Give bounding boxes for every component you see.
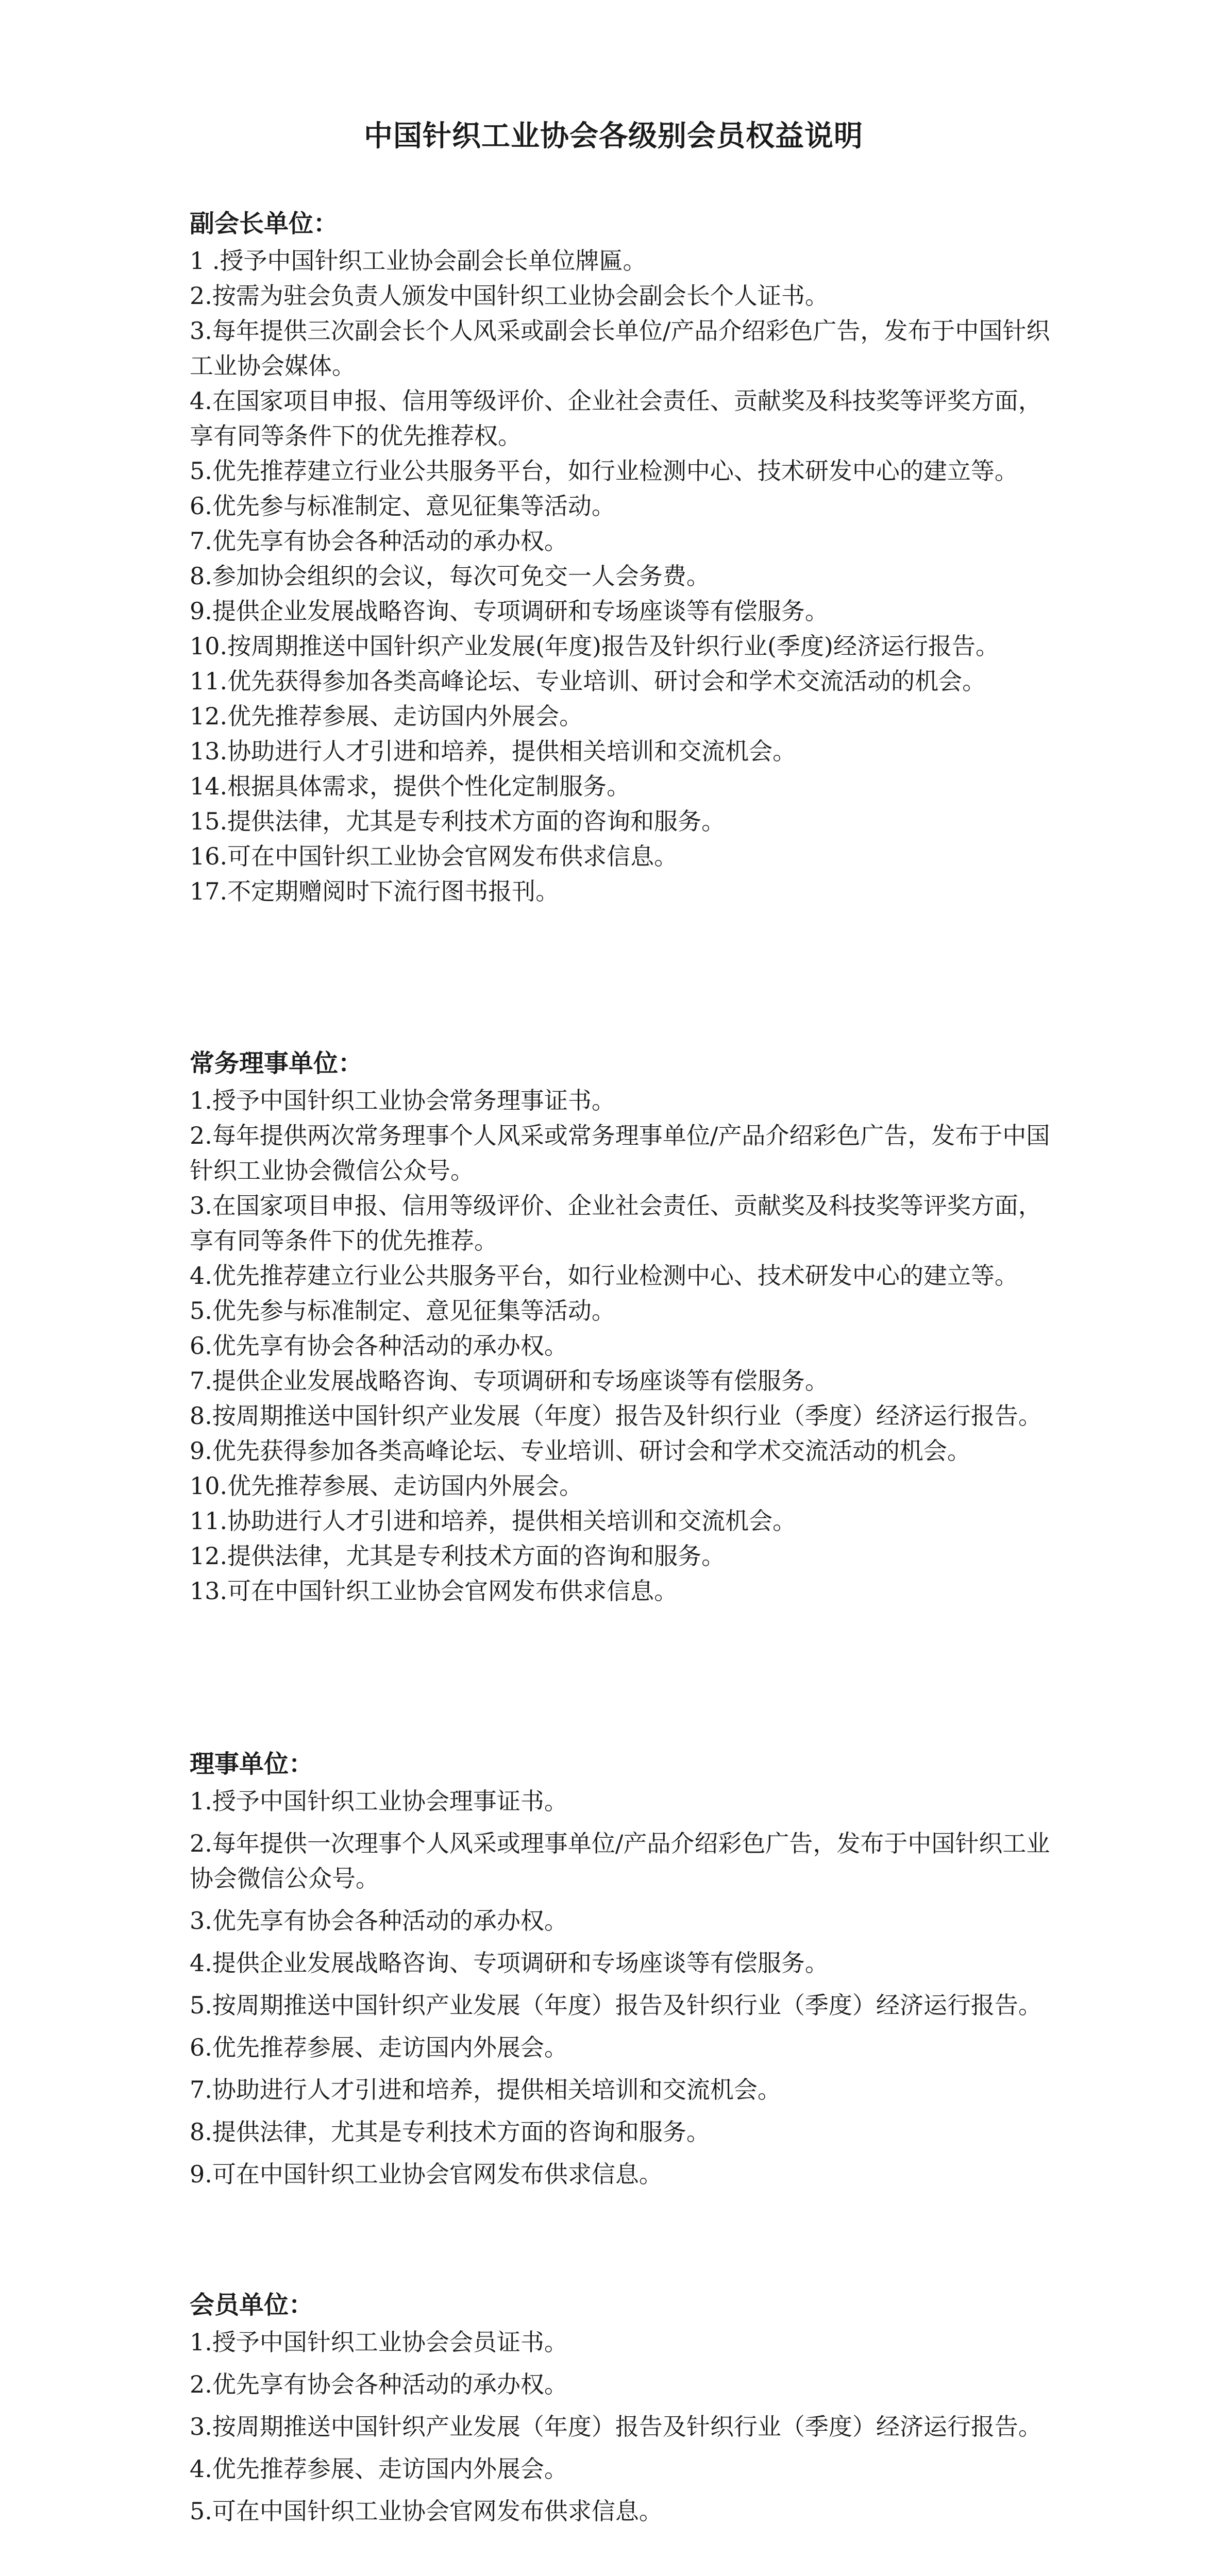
list-item: 5.可在中国针织工业协会官网发布供求信息。 xyxy=(190,2497,663,2525)
section-vice-president xyxy=(190,206,1055,909)
section-heading: 理事单位： xyxy=(190,1750,314,1778)
section-heading: 会员单位： xyxy=(190,2291,314,2319)
list-item: 6.优先推荐参展、走访国内外展会。 xyxy=(190,2033,568,2061)
list-item: 1.授予中国针织工业协会常务理事证书。 xyxy=(190,1087,615,1114)
list-item: 11.协助进行人才引进和培养，提供相关培训和交流机会。 xyxy=(190,1507,797,1535)
list-item: 4.提供企业发展战略咨询、专项调研和专场座谈等有偿服务。 xyxy=(190,1949,829,1977)
list-item: 9.优先获得参加各类高峰论坛、专业培训、研讨会和学术交流活动的机会。 xyxy=(190,1437,971,1465)
list-item: 1.授予中国针织工业协会理事证书。 xyxy=(190,1787,568,1815)
list-item: 4.在国家项目申报、信用等级评价、企业社会责任、贡献奖及科技奖等评奖方面，享有同等条件下的优先推荐权。 xyxy=(190,387,1042,450)
section-heading: 常务理事单位： xyxy=(190,1049,363,1078)
list-item: 3.每年提供三次副会长个人风采或副会长单位/产品介绍彩色广告，发布于中国针织工业协会媒体。 xyxy=(190,317,1050,380)
list-item: 7.提供企业发展战略咨询、专项调研和专场座谈等有偿服务。 xyxy=(190,1367,829,1395)
list-item: 2.每年提供两次常务理事个人风采或常务理事单位/产品介绍彩色广告，发布于中国针织工业协会微信公众号。 xyxy=(190,1122,1050,1184)
section-director xyxy=(190,1747,1055,2199)
list-item: 14.根据具体需求，提供个性化定制服务。 xyxy=(190,772,631,800)
list-item: 13.协助进行人才引进和培养，提供相关培训和交流机会。 xyxy=(190,737,797,765)
list-item: 7.优先享有协会各种活动的承办权。 xyxy=(190,527,568,555)
list-item: 3.优先享有协会各种活动的承办权。 xyxy=(190,1907,568,1935)
list-item: 8.提供法律，尤其是专利技术方面的咨询和服务。 xyxy=(190,2118,710,2146)
list-item: 6.优先享有协会各种活动的承办权。 xyxy=(190,1332,568,1360)
list-item: 4.优先推荐参展、走访国内外展会。 xyxy=(190,2455,568,2483)
list-item: 4.优先推荐建立行业公共服务平台，如行业检测中心、技术研发中心的建立等。 xyxy=(190,1262,1018,1290)
list-item: 12.提供法律，尤其是专利技术方面的咨询和服务。 xyxy=(190,1542,726,1570)
list-item: 10.按周期推送中国针织产业发展(年度)报告及针织行业(季度)经济运行报告。 xyxy=(190,632,999,660)
list-item: 2.每年提供一次理事个人风采或理事单位/产品介绍彩色广告，发布于中国针织工业协会微信公众号。 xyxy=(190,1829,1050,1892)
list-item: 3.按周期推送中国针织产业发展（年度）报告及针织行业（季度）经济运行报告。 xyxy=(190,2413,1042,2441)
list-item: 3.在国家项目申报、信用等级评价、企业社会责任、贡献奖及科技奖等评奖方面，享有同等条件下的优先推荐。 xyxy=(190,1192,1042,1255)
list-item: 9.提供企业发展战略咨询、专项调研和专场座谈等有偿服务。 xyxy=(190,597,829,625)
list-item: 16.可在中国针织工业协会官网发布供求信息。 xyxy=(190,842,678,870)
list-item: 5.优先推荐建立行业公共服务平台，如行业检测中心、技术研发中心的建立等。 xyxy=(190,457,1018,485)
list-item: 9.可在中国针织工业协会官网发布供求信息。 xyxy=(190,2160,663,2188)
list-item: 10.优先推荐参展、走访国内外展会。 xyxy=(190,1472,583,1500)
list-item: 12.优先推荐参展、走访国内外展会。 xyxy=(190,702,583,730)
list-item: 1 .授予中国针织工业协会副会长单位牌匾。 xyxy=(190,247,647,275)
list-item: 5.按周期推送中国针织产业发展（年度）报告及针织行业（季度）经济运行报告。 xyxy=(190,1991,1042,2019)
list-item: 8.按周期推送中国针织产业发展（年度）报告及针织行业（季度）经济运行报告。 xyxy=(190,1402,1042,1430)
list-item: 6.优先参与标准制定、意见征集等活动。 xyxy=(190,492,615,520)
section-heading: 副会长单位： xyxy=(190,209,339,238)
list-item: 15.提供法律，尤其是专利技术方面的咨询和服务。 xyxy=(190,807,726,835)
list-item: 5.优先参与标准制定、意见征集等活动。 xyxy=(190,1297,615,1325)
list-item: 7.协助进行人才引进和培养，提供相关培训和交流机会。 xyxy=(190,2076,781,2104)
list-item: 11.优先获得参加各类高峰论坛、专业培训、研讨会和学术交流活动的机会。 xyxy=(190,667,986,695)
document-title: 中国针织工业协会各级别会员权益说明 xyxy=(364,119,863,153)
section-member xyxy=(190,2287,1055,2536)
list-item: 13.可在中国针织工业协会官网发布供求信息。 xyxy=(190,1577,678,1605)
list-item: 1.授予中国针织工业协会会员证书。 xyxy=(190,2328,568,2356)
list-item: 8.参加协会组织的会议，每次可免交一人会务费。 xyxy=(190,562,710,590)
list-item: 2.按需为驻会负责人颁发中国针织工业协会副会长个人证书。 xyxy=(190,282,829,310)
list-item: 17.不定期赠阅时下流行图书报刊。 xyxy=(190,877,560,905)
section-standing-director xyxy=(190,1046,1055,1608)
list-item: 2.优先享有协会各种活动的承办权。 xyxy=(190,2370,568,2398)
